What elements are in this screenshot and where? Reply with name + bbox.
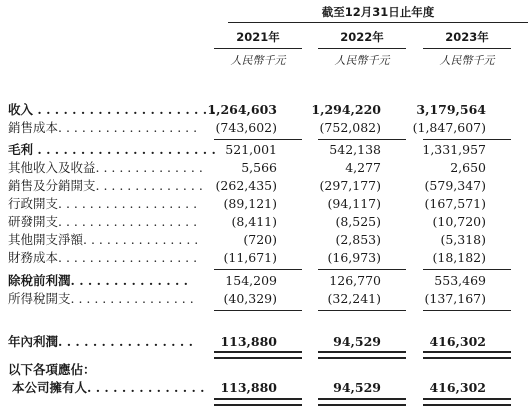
total-double-rule (318, 351, 406, 359)
subtotal-rule (423, 269, 511, 270)
subtotal-rule (318, 310, 406, 311)
value-2021: (8,411) (231, 214, 277, 229)
subtotal-rule (423, 139, 511, 140)
value-2021: 113,880 (220, 334, 277, 349)
value-2021: 521,001 (225, 142, 277, 157)
value-2022: (94,117) (327, 196, 381, 211)
value-2023: (167,571) (424, 196, 486, 211)
value-2021: 154,209 (225, 273, 277, 288)
subtotal-rule (318, 269, 406, 270)
value-2022: (8,525) (335, 214, 381, 229)
total-double-rule (214, 351, 302, 359)
value-2022: 4,277 (345, 160, 381, 175)
row-label: 財務成本. . . . . . . . . . . . . . . . . . (8, 250, 198, 265)
row-owners-of-company (0, 380, 530, 396)
row-income-tax (0, 291, 530, 307)
row-profit-before-tax (0, 273, 530, 289)
column-unit: 人民幣千元 (230, 54, 286, 67)
value-2021: 113,880 (220, 380, 277, 395)
period-rule (228, 22, 528, 23)
row-label: 其他開支淨額. . . . . . . . . . . . . . . (8, 232, 199, 247)
value-2023: 1,331,957 (422, 142, 486, 157)
value-2021: (11,671) (223, 250, 277, 265)
value-2021: (743,602) (215, 120, 277, 135)
column-rule (423, 48, 511, 49)
column-year: 2022年 (340, 30, 384, 44)
row-other-income (0, 160, 530, 176)
row-other-expenses (0, 232, 530, 248)
value-2022: (2,853) (335, 232, 381, 247)
value-2022: 126,770 (329, 273, 381, 288)
value-2022: 542,138 (329, 142, 381, 157)
column-header-2023 (423, 29, 511, 68)
value-2021: 5,566 (241, 160, 277, 175)
row-label: 所得稅開支. . . . . . . . . . . . . . . . (8, 291, 194, 306)
value-2023: 416,302 (429, 380, 486, 395)
row-label: 其他收入及收益. . . . . . . . . . . . . . (8, 160, 203, 175)
value-2021: (720) (243, 232, 277, 247)
row-label: 毛利 . . . . . . . . . . . . . . . . . . . . . (8, 142, 216, 157)
subtotal-rule (318, 139, 406, 140)
row-gross-profit (0, 142, 530, 158)
row-label: 研發開支. . . . . . . . . . . . . . . . . . (8, 214, 198, 229)
column-header-2021 (214, 29, 302, 68)
value-2022: (16,973) (327, 250, 381, 265)
row-label: 銷售成本. . . . . . . . . . . . . . . . . . (8, 120, 198, 135)
row-label: 收入 . . . . . . . . . . . . . . . . . . . . . (8, 102, 216, 117)
total-double-rule (318, 398, 406, 406)
value-2023: 3,179,564 (416, 102, 486, 117)
value-2023: 416,302 (429, 334, 486, 349)
total-double-rule (423, 351, 511, 359)
column-rule (318, 48, 406, 49)
row-profit-for-year (0, 334, 530, 350)
value-2023: 2,650 (450, 160, 486, 175)
attributable-title: 以下各項應佔： (8, 362, 96, 377)
column-unit: 人民幣千元 (334, 54, 390, 67)
value-2023: (1,847,607) (412, 120, 486, 135)
value-2021: 1,264,603 (207, 102, 277, 117)
value-2023: (137,167) (424, 291, 486, 306)
value-2022: 1,294,220 (311, 102, 381, 117)
value-2021: (262,435) (215, 178, 277, 193)
column-unit: 人民幣千元 (439, 54, 495, 67)
row-finance-costs (0, 250, 530, 266)
value-2022: (752,082) (319, 120, 381, 135)
row-admin-expenses (0, 196, 530, 212)
row-label: 行政開支. . . . . . . . . . . . . . . . . . (8, 196, 198, 211)
subtotal-rule (423, 310, 511, 311)
row-rnd-expenses (0, 214, 530, 230)
row-revenue (0, 102, 530, 118)
value-2022: (32,241) (327, 291, 381, 306)
column-year: 2021年 (236, 30, 280, 44)
period-header: 截至12月31日止年度 (321, 5, 435, 19)
value-2022: 94,529 (333, 334, 381, 349)
row-label: 除稅前利潤. . . . . . . . . . . . . . (8, 273, 189, 288)
row-label: 年內利潤. . . . . . . . . . . . . . . . (8, 334, 193, 349)
value-2023: (10,720) (432, 214, 486, 229)
subtotal-rule (214, 310, 302, 311)
total-double-rule (423, 398, 511, 406)
column-header-2022 (318, 29, 406, 68)
subtotal-rule (214, 269, 302, 270)
total-double-rule (214, 398, 302, 406)
value-2022: 94,529 (333, 380, 381, 395)
value-2023: (579,347) (424, 178, 486, 193)
value-2023: 553,469 (434, 273, 486, 288)
column-rule (214, 48, 302, 49)
value-2021: (40,329) (223, 291, 277, 306)
row-cost-of-sales (0, 120, 530, 136)
value-2022: (297,177) (319, 178, 381, 193)
value-2023: (18,182) (432, 250, 486, 265)
value-2023: (5,318) (440, 232, 486, 247)
row-label: 本公司擁有人. . . . . . . . . . . . . . (12, 380, 205, 395)
column-year: 2023年 (445, 30, 489, 44)
subtotal-rule (214, 139, 302, 140)
value-2021: (89,121) (223, 196, 277, 211)
row-label: 銷售及分銷開支. . . . . . . . . . . . . . (8, 178, 203, 193)
row-selling-expenses (0, 178, 530, 194)
